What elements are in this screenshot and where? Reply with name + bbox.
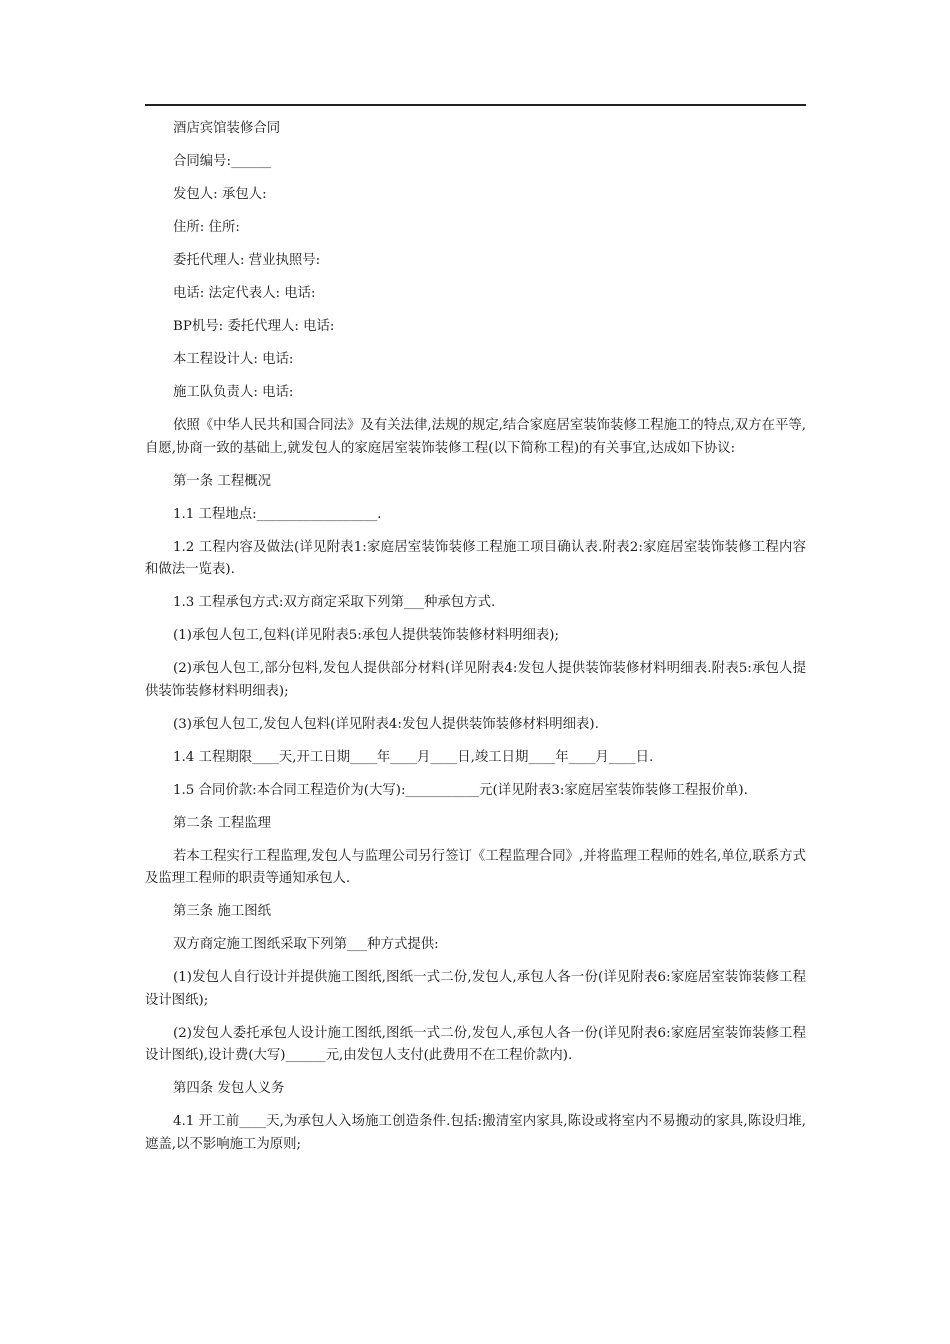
clause-4-1: 4.1 开工前____天,为承包人入场施工创造条件.包括:搬清室内家具,陈设或将室内不易搬动的家具,陈设归堆,遮盖,以不影响施工为原则;	[145, 1114, 806, 1152]
designer-line: 本工程设计人: 电话:	[173, 352, 294, 367]
preamble-paragraph: 依照《中华人民共和国合同法》及有关法律,法规的规定,结合家庭居室装饰装修工程施工的特点,双方在平等,自愿,协商一致的基础上,就发包人的家庭居室装饰装修工程(以下简称工程)的有关事宜,达成如下协议:	[145, 418, 806, 456]
article-2-heading: 第二条 工程监理	[173, 815, 271, 831]
clause-1-1: 1.1 工程地点:__________________.	[173, 506, 382, 522]
clause-1-3-option-3: (3)承包人包工,发包人包料(详见附表4:发包人提供装饰装修材料明细表).	[173, 716, 599, 732]
team-leader-line: 施工队负责人: 电话:	[173, 385, 294, 400]
clause-1-3: 1.3 工程承包方式:双方商定采取下列第___种承包方式.	[173, 595, 496, 610]
clause-1-3-option-2: (2)承包人包工,部分包料,发包人提供部分材料(详见附表4:发包人提供装饰装修材料明细表.附表5:承包人提供装饰装修材料明细表);	[145, 661, 806, 699]
article-3-intro: 双方商定施工图纸采取下列第___种方式提供:	[173, 937, 439, 952]
article-1-heading: 第一条 工程概况	[173, 473, 271, 489]
contract-number-line: 合同编号:______	[173, 154, 272, 169]
bp-agent-line: BP机号: 委托代理人: 电话:	[173, 319, 335, 334]
clause-1-4: 1.4 工程期限____天,开工日期____年____月____日,竣工日期____年____月____日.	[173, 749, 654, 765]
document-body	[145, 118, 806, 1156]
agent-license-line: 委托代理人: 营业执照号:	[173, 253, 321, 268]
document-title: 酒店宾馆装修合同	[173, 121, 281, 136]
article-2-body: 若本工程实行工程监理,发包人与监理公司另行签订《工程监理合同》,并将监理工程师的姓名,单位,联系方式及监理工程师的职责等通知承包人.	[145, 848, 806, 886]
address-line: 住所: 住所:	[173, 220, 240, 235]
article-3-option-1: (1)发包人自行设计并提供施工图纸,图纸一式二份,发包人,承包人各一份(详见附表6:家庭居室装饰装修工程设计图纸);	[145, 970, 806, 1008]
clause-1-3-option-1: (1)承包人包工,包料(详见附表5:承包人提供装饰装修材料明细表);	[173, 628, 559, 643]
parties-line: 发包人: 承包人:	[173, 187, 267, 202]
phone-representative-line: 电话: 法定代表人: 电话:	[173, 286, 316, 301]
clause-1-5: 1.5 合同价款:本合同工程造价为(大写):___________元(详见附表3:家庭居室装饰装修工程报价单).	[173, 782, 748, 798]
clause-1-2: 1.2 工程内容及做法(详见附表1:家庭居室装饰装修工程施工项目确认表.附表2:家庭居室装饰装修工程内容和做法一览表).	[145, 539, 806, 577]
article-4-heading: 第四条 发包人义务	[173, 1081, 285, 1096]
article-3-option-2: (2)发包人委托承包人设计施工图纸,图纸一式二份,发包人,承包人各一份(详见附表6:家庭居室装饰装修工程设计图纸),设计费(大写)______元,由发包人支付(此费用不在工程价款内).	[145, 1025, 806, 1063]
header-rule	[145, 104, 806, 106]
article-3-heading: 第三条 施工图纸	[173, 904, 271, 919]
